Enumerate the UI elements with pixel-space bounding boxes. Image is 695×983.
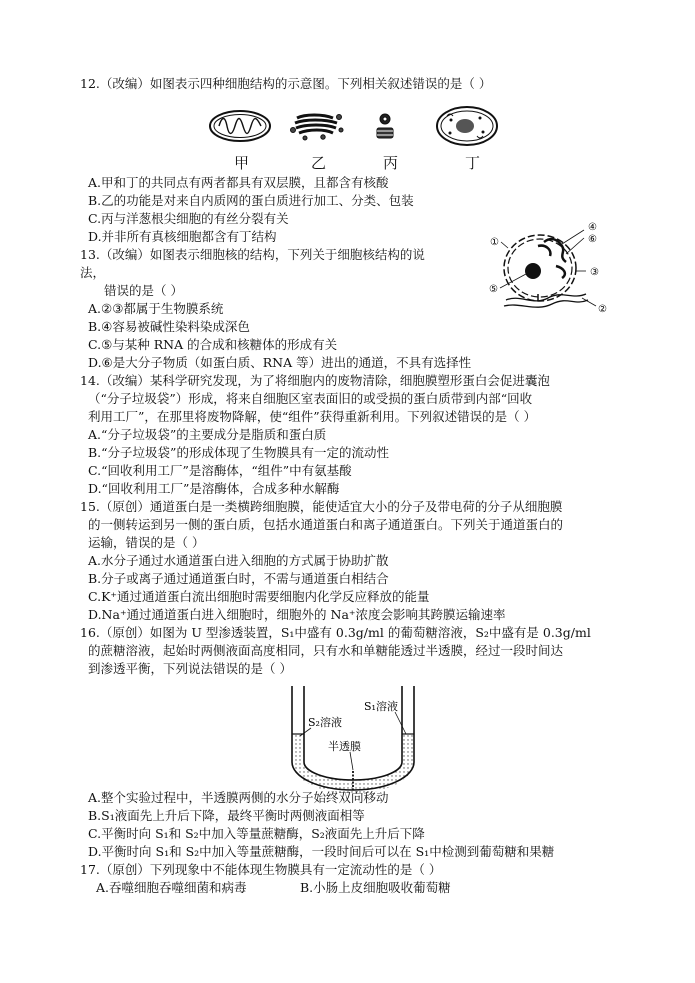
nucleus-label-1: ①: [490, 237, 499, 248]
label-bing: 丙: [383, 154, 399, 172]
q13-option-d: D.⑥是大分子物质（如蛋白质、RNA 等）进出的通道，不具有选择性: [88, 355, 472, 370]
q13-stem-3: 错误的是（ ）: [104, 283, 183, 298]
q15-stem-3: 运输，错误的是（ ）: [88, 535, 205, 550]
q13-option-a: A.②③都属于生物膜系统: [88, 301, 224, 316]
membrane-label: 半透膜: [328, 740, 361, 753]
centriole-icon: [377, 114, 393, 138]
q15-option-d: D.Na⁺通过通道蛋白进入细胞时，细胞外的 Na⁺浓度会影响其跨膜运输速率: [88, 607, 506, 622]
nucleus-label-2: ②: [598, 304, 607, 315]
q16-option-d: D.平衡时向 S₁和 S₂中加入等量蔗糖酶，一段时间后可以在 S₁中检测到葡萄糖和果糖: [88, 844, 555, 859]
q12-option-b: B.乙的功能是对来自内质网的蛋白质进行加工、分类、包装: [88, 193, 414, 208]
q14-stem-1: 14.（改编）某科学研究发现，为了将细胞内的废物清除，细胞膜塑形蛋白会促进囊泡: [80, 373, 550, 388]
q13-stem-1: 13.（改编）如图表示细胞核的结构，下列关于细胞核结构的说: [80, 247, 425, 262]
q15-stem-1: 15.（原创）通道蛋白是一类横跨细胞膜，能使适宜大小的分子及带电荷的分子从细胞膜: [80, 499, 563, 514]
q14-option-c: C.“回收利用工厂”是溶酶体，“组件”中有氨基酸: [88, 463, 352, 478]
mitochondrion-icon: [210, 111, 270, 141]
q15-option-c: C.K⁺通过通道蛋白流出细胞时需要细胞内化学反应释放的能量: [88, 589, 430, 604]
q17-stem: 17.（原创）下列现象中不能体现生物膜具有一定流动性的是（ ）: [80, 862, 442, 877]
q12-organelle-figure: [205, 104, 525, 152]
s1-solution-label: S₁溶液: [364, 700, 398, 713]
q14-option-b: B.“分子垃圾袋”的形成体现了生物膜具有一定的流动性: [88, 445, 389, 460]
u-tube-figure: [278, 682, 428, 794]
q12-option-a: A.甲和丁的共同点有两者都具有双层膜，且都含有核酸: [88, 175, 389, 190]
label-jia: 甲: [234, 154, 250, 172]
q15-option-a: A.水分子通过水通道蛋白进入细胞的方式属于协助扩散: [88, 553, 389, 568]
label-ding: 丁: [465, 154, 481, 172]
q16-option-b: B.S₁液面先上升后下降，最终平衡时两侧液面相等: [88, 808, 365, 823]
q15-stem-2: 的一侧转运到另一侧的蛋白质，包括水通道蛋白和离子通道蛋白。下列关于通道蛋白的: [88, 517, 564, 532]
q16-option-a: A.整个实验过程中，半透膜两侧的水分子始终双向移动: [88, 790, 389, 805]
q16-stem-3: 到渗透平衡，下列说法错误的是（ ）: [88, 661, 292, 676]
nucleus-label-3: ③: [590, 267, 599, 278]
s2-solution-label: S₂溶液: [308, 716, 342, 729]
nucleus-figure: [486, 216, 608, 328]
q17-option-b: B.小肠上皮细胞吸收葡萄糖: [300, 880, 451, 895]
label-yi: 乙: [311, 154, 327, 172]
q13-stem-2: 法，: [80, 265, 106, 280]
q14-stem-2: （“分子垃圾袋”）形成，将来自细胞区室表面旧的或受损的蛋白质带到内部“回收: [88, 391, 533, 406]
q16-stem-2: 的蔗糖溶液，起始时两侧液面高度相同，只有水和单糖能透过半透膜，经过一段时间达: [88, 643, 564, 658]
nucleus-label-6: ⑥: [588, 234, 597, 245]
q14-stem-3: 利用工厂”，在那里将废物降解，使“组件”获得重新利用。下列叙述错误的是（ ）: [88, 409, 537, 424]
q16-option-c: C.平衡时向 S₁和 S₂中加入等量蔗糖酶，S₂液面先上升后下降: [88, 826, 425, 841]
q14-option-a: A.“分子垃圾袋”的主要成分是脂质和蛋白质: [88, 427, 327, 442]
q13-option-b: B.④容易被碱性染料染成深色: [88, 319, 250, 334]
nucleus-label-5: ⑤: [489, 284, 498, 295]
nucleus-label-4: ④: [588, 222, 597, 233]
q15-option-b: B.分子或离子通过通道蛋白时，不需与通道蛋白相结合: [88, 571, 389, 586]
q12-option-c: C.丙与洋葱根尖细胞的有丝分裂有关: [88, 211, 289, 226]
q12-option-d: D.并非所有真核细胞都含有丁结构: [88, 229, 277, 244]
q14-option-d: D.“回收利用工厂”是溶酶体，合成多种水解酶: [88, 481, 340, 496]
q16-stem-1: 16.（原创）如图为 U 型渗透装置，S₁中盛有 0.3g/ml 的葡萄糖溶液，S₂中盛有是 0.3g/ml: [80, 625, 591, 640]
q17-option-a: A.吞噬细胞吞噬细菌和病毒: [96, 880, 247, 895]
q12-stem: 12.（改编）如图表示四种细胞结构的示意图。下列相关叙述错误的是（ ）: [80, 76, 492, 91]
plastid-icon: [437, 107, 497, 145]
q13-option-c: C.⑤与某种 RNA 的合成和核糖体的形成有关: [88, 337, 338, 352]
golgi-icon: [291, 115, 344, 141]
